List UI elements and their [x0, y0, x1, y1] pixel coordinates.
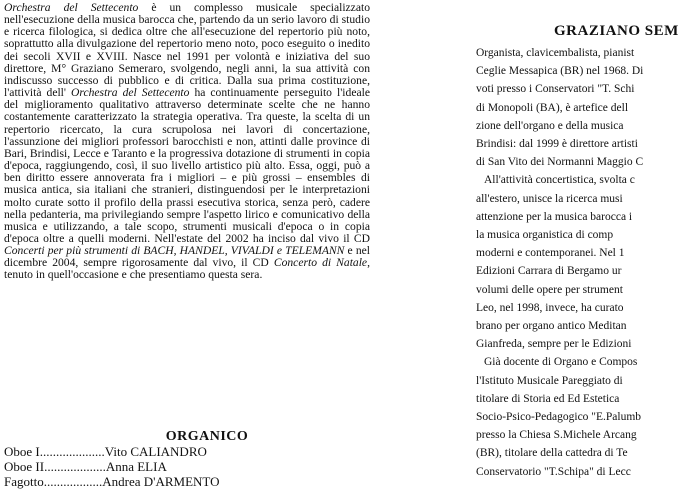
organico-role: Oboe II...................: [4, 459, 106, 474]
biography-line: Gianfreda, sempre per le Edizioni: [476, 338, 632, 351]
left-column: [4, 2, 370, 282]
organico-name: Vito CALIANDRO: [104, 444, 207, 459]
organico-row: [4, 444, 370, 459]
italic-title-text: Orchestra del Settecento: [71, 86, 190, 100]
organico-role: Oboe I....................: [4, 444, 105, 459]
organico-role: Fagotto..................: [4, 474, 103, 489]
biography-line: di San Vito dei Normanni Maggio C: [476, 156, 644, 169]
biography-line: Leo, nel 1998, invece, ha curato: [476, 301, 624, 314]
biography-line: zione dell'organo e della musica: [476, 119, 624, 132]
biography-line: Brindisi: dal 1999 è direttore artisti: [476, 138, 638, 151]
organico-section: [4, 429, 370, 489]
biography-line: titolare di Storia ed Ed Estetica: [476, 392, 620, 405]
biography-line: (BR), titolare della cattedra di Te: [476, 447, 628, 460]
biography-line: brano per organo antico Meditan: [476, 320, 627, 333]
biography-line: moderni e contemporanei. Nel 1: [476, 247, 625, 260]
organico-row: [4, 474, 370, 489]
italic-title-text: Orchestra del Settecento: [4, 1, 139, 14]
italic-title-text: Concerti per più strumenti di BACH, HANDEL, VIVALDI e TELEMANN: [4, 244, 345, 258]
biography-line: Socio-Psico-Pedagogico "E.Palumb: [476, 411, 642, 424]
right-column: [476, 22, 680, 481]
biography-text: [476, 44, 680, 481]
biography-line: All'attività concertistica, svolta c: [484, 174, 635, 187]
paragraph-text: è un complesso musicale specializzato nell'esecuzione della musica barocca che, partendo da un serio lavoro di studio e ricerca filologica, si dedica oltre che all'esecuzione del repertorio più noto, soprattutto alla divulgazione del repertorio meno noto, poco eseguito o inedito dei secoli XVII e XVIII. Nasce nel 1991 per volontà e iniziativa del suo direttore, M° Graziano Semeraro, svolgendo, negli anni, la sua attività con indiscusso successo di pubblico e di critica. Dalla sua prima costituzione, l'attività dell': [4, 1, 370, 100]
biography-line: volumi delle opere per strument: [476, 283, 623, 296]
biography-line: presso la Chiesa S.Michele Arcang: [476, 429, 637, 442]
biography-line: l'Istituto Musicale Pareggiato di: [476, 374, 623, 387]
organico-name: Andrea D'ARMENTO: [102, 474, 220, 489]
organico-name: Anna ELIA: [105, 459, 167, 474]
biography-line: voti presso i Conservatori "T. Schi: [476, 83, 635, 96]
biography-line: di Monopoli (BA), è artefice dell: [476, 101, 629, 114]
organico-title: ORGANICO: [165, 429, 249, 444]
biography-line: Conservatorio "T.Schipa" di Lecc: [476, 465, 631, 478]
biography-line: Organista, clavicembalista, pianist: [476, 47, 635, 59]
biography-title: GRAZIANO SEM: [554, 23, 679, 39]
orchestra-description-paragraph: [4, 2, 370, 282]
biography-line: Ceglie Messapica (BR) nel 1968. Di: [476, 65, 644, 78]
organico-list: [4, 444, 370, 489]
italic-title-text: Concerto di Natale: [273, 256, 368, 270]
paragraph-text: e nel dicembre 2004, sempre rigorosamente dal vivo, il CD: [4, 244, 370, 270]
biography-line: la musica organistica di comp: [476, 229, 614, 242]
biography-line: Già docente di Organo e Compos: [484, 356, 638, 369]
biography-line: all'estero, unisce la ricerca musi: [476, 192, 623, 205]
paragraph-text: , tenuto in quell'occasione e che presentiamo questa sera.: [4, 256, 370, 282]
biography-line: Edizioni Carrara di Bergamo ur: [476, 265, 622, 278]
biography-line: attenzione per la musica barocca i: [476, 210, 633, 223]
paragraph-text: ha continuamente perseguito l'ideale del miglioramento qualitativo attraverso determinate scelte che ne hanno costantemente caratterizzato la strategia operativa. Tra queste, la scelta di un repertorio ricercato, la cura scrupolosa nei lavori di concertazione, l'assunzione dei migliori professori barocchisti e non, attinti dalle province di Bari, Brindisi, Lecce e Taranto e la progressiva dotazione di strumenti in copia d'epoca, raggiungendo, così, il suo livello artistico più alto. Essa, oggi, può a ben diritto essere annoverata fra i migliori – e più grossi – ensembles di musica antica, sia italiani che stranieri, distinguendosi per le interpretazioni molto curate sotto il profilo della prassi esecutiva storica, senza però, cadere nella pedanteria, ma privilegiando sempre l'aspetto lirico e comunicativo della musica e utilizzando, a tale scopo, strumenti musicali d'epoca o in copia d'epoca oltre a quelli moderni. Nell'estate del 2002 ha inciso dal vivo il CD: [4, 86, 370, 245]
organico-row: [4, 459, 370, 474]
